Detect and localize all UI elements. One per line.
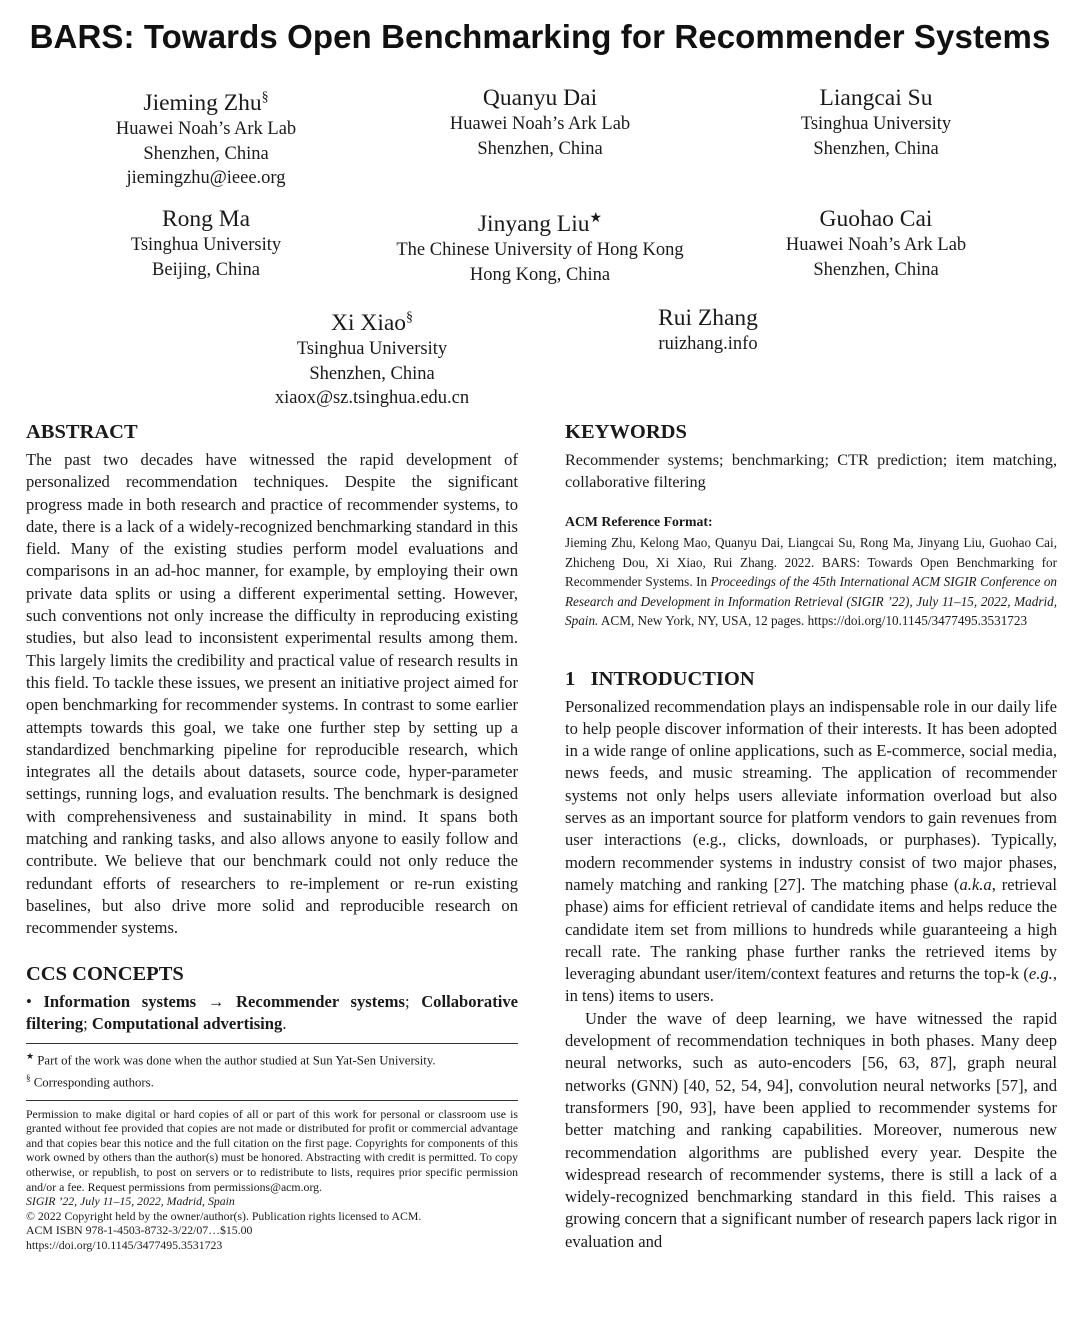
author-affiliation: Huawei Noah’s Ark Lab [449, 114, 631, 134]
keywords-text: Recommender systems; benchmarking; CTR prediction; item matching, collaborative filtering [565, 451, 1057, 492]
author-email: xiaox@sz.tsinghua.edu.cn [274, 388, 470, 408]
author-block [360, 205, 720, 287]
venue: SIGIR ’22, July 11–15, 2022, Madrid, Spain [26, 1194, 235, 1209]
author-name: Jinyang Liu [477, 211, 590, 237]
author-affiliation: Huawei Noah’s Ark Lab [785, 235, 967, 255]
author-name: Rong Ma [161, 206, 251, 232]
author-block [222, 304, 522, 411]
author-mark: § [406, 310, 414, 325]
author-name: Rui Zhang [658, 305, 758, 331]
author-block [56, 205, 356, 282]
acm-reference [565, 512, 1057, 631]
author-affiliation: Tsinghua University [800, 114, 952, 134]
abstract-text: The past two decades have witnessed the rapid development of personalized recommendation techniques. Despite the significant progress made in both research and practice of recommender systems, to date, there is a lack of a widely-recognized benchmarking standard in this field. Many of the existing studies perform model evaluations and comparisons in an ad-hoc manner, for example, by employing their own private data splits or using a different experimental setting. However, such conventions not only increase the difficulty in reproducing existing studies, but also lead to inconsistent experimental results among them. This largely limits the credibility and practical value of research results in this field. To tackle these issues, we present an initiative project aimed for open benchmarking for recommender systems. In contrast to some earlier attempts towards this goal, we take one further step by setting up a standardized benchmarking pipeline for reproducible research, which integrates all the details about datasets, source code, hyper-parameter settings, running logs, and evaluation results. The benchmark is designed with comprehensiveness and sustainability in mind. It spans both matching and ranking tasks, and also allows anyone to easily follow and contribute. We believe that our benchmark could not only reduce the redundant efforts of researchers to re-implement or re-run existing baselines, but also drive more solid and reproducible research on recommender systems. [26, 450, 518, 938]
author-location: Shenzhen, China [813, 259, 939, 280]
intro-paragraph-2: Under the wave of deep learning, we have witnessed the rapid development of recommendation techniques in both phases. Many deep neural networks, such as auto-encoders [56, 63, 87], graph neural networks (GNN) [40, 52, 54, 94], convolution neural networks [57], and transformers [90, 93], have been applied to recommender systems for better matching and ranking capabilities. Moreover, numerous new recommendation algorithms are published every year. Despite the widespread research of recommender systems, there is still a lack of a widely-recognized benchmarking standard in this field. This raises a growing concern that a significant number of research papers lack rigor in evaluation and [565, 1008, 1057, 1251]
footnotes [26, 1047, 518, 1092]
author-name: Xi Xiao [330, 310, 407, 336]
author-name: Jieming Zhu [143, 90, 262, 116]
author-affiliation: Tsinghua University [296, 339, 448, 359]
author-name: Quanyu Dai [482, 85, 598, 111]
ccs-concepts: • Information systems → Recommender systems; Collaborative filtering; Computational advertising. [26, 991, 518, 1033]
right-column [565, 418, 1057, 1253]
footnote-section: § Corresponding authors. [26, 1073, 154, 1090]
intro-paragraph-1: Personalized recommendation plays an indispensable role in our daily life to help people discover information of their interests. It has been adopted in a wide range of online applications, such as E-commerce, social media, news feeds, and music streaming. The application of recommender systems not only helps users alleviate information overload but also serves as an important source for platform vendors to gain revenues from user interactions (e.g., clicks, downloads, or purphases). Typically, modern recommender systems in industry consist of two major phases, namely matching and ranking [27]. The matching phase (a.k.a, retrieval phase) aims for efficient retrieval of candidate items and helps reduce the candidate item set from millions to hundreds while guaranteeing a high recall rate. The ranking phase further ranks the retrieved items by leveraging abundant user/item/context features and returns the top-k (e.g., in tens) items to users. [565, 696, 1057, 1006]
permission-divider [26, 1100, 518, 1101]
author-website: ruizhang.info [658, 334, 758, 354]
author-mark: § [261, 90, 269, 105]
ccs-heading: CCS CONCEPTS [26, 962, 184, 985]
author-block [390, 84, 690, 161]
author-affiliation: Huawei Noah’s Ark Lab [115, 119, 297, 139]
footnote-divider [26, 1043, 518, 1044]
author-location: Beijing, China [152, 259, 260, 280]
author-affiliation: Tsinghua University [130, 235, 282, 255]
author-block [558, 304, 858, 357]
author-affiliation: The Chinese University of Hong Kong [396, 240, 684, 260]
author-location: Shenzhen, China [309, 363, 435, 384]
author-location: Shenzhen, China [477, 138, 603, 159]
author-mark: ★ [589, 211, 603, 226]
author-location: Hong Kong, China [469, 264, 611, 285]
author-location: Shenzhen, China [143, 143, 269, 164]
footnote-star: ★ Part of the work was done when the author studied at Sun Yat-Sen University. [26, 1051, 436, 1068]
copyright: © 2022 Copyright held by the owner/author(s). Publication rights licensed to ACM. [26, 1208, 422, 1223]
doi-link[interactable]: https://doi.org/10.1145/3477495.3531723 [26, 1238, 223, 1252]
author-name: Liangcai Su [819, 85, 933, 111]
isbn: ACM ISBN 978-1-4503-8732-3/22/07…$15.00 [26, 1223, 253, 1238]
permission-text: Permission to make digital or hard copies of all or part of this work for personal or classroom use is granted without fee provided that copies are not made or distributed for profit or commercial advantage and that copies bear this notice and the full citation on the first page. Copyrights for components of this work owned by others than the author(s) must be honored. Abstracting with credit is permitted. To copy otherwise, or republish, to post on servers or to redistribute to lists, requires prior specific permission and/or a fee. Request permissions from permissions@acm.org. [26, 1106, 518, 1194]
reference-heading: ACM Reference Format: [565, 513, 713, 529]
keywords-heading: KEYWORDS [565, 421, 687, 443]
permission-block [26, 1107, 518, 1253]
author-block [56, 84, 356, 191]
author-name: Guohao Cai [819, 206, 933, 232]
abstract-heading: ABSTRACT [26, 421, 138, 443]
left-column [26, 418, 518, 1253]
author-location: Shenzhen, China [813, 138, 939, 159]
author-block [726, 84, 1026, 161]
author-email: jiemingzhu@ieee.org [126, 168, 286, 188]
intro-heading: 1 INTRODUCTION [565, 667, 755, 690]
paper-title: BARS: Towards Open Benchmarking for Recommender Systems [29, 18, 1051, 55]
author-block [726, 205, 1026, 282]
reference-text: Jieming Zhu, Kelong Mao, Quanyu Dai, Liangcai Su, Rong Ma, Jinyang Liu, Guohao Cai, Zhicheng Dou, Xi Xiao, Rui Zhang. 2022. BARS: Towards Open Benchmarking for Recommender Systems. In Proceedings of the 45th International ACM SIGIR Conference on Research and Development in Information Retrieval (SIGIR ’22), July 11–15, 2022, Madrid, Spain. ACM, New York, NY, USA, 12 pages. https://doi.org/10.1145/3477495.3531723 [565, 535, 1058, 629]
